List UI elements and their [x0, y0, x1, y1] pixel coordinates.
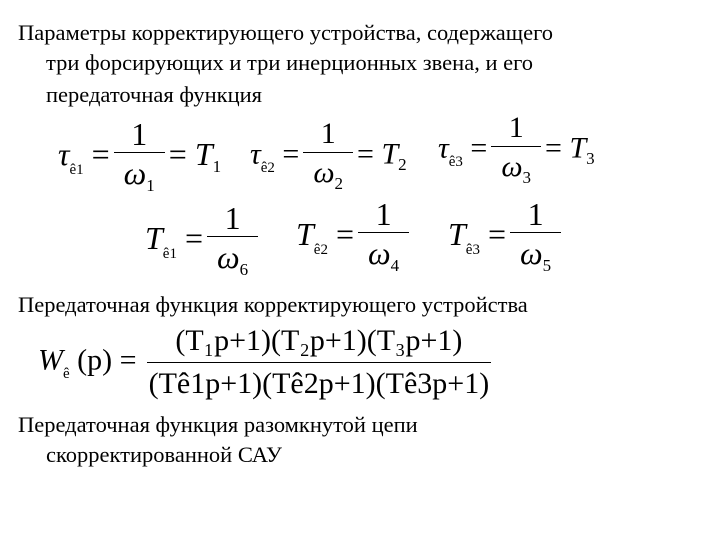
W-argument: (p) — [77, 343, 113, 377]
fraction: $\frac{1}{\omega_2}$ — [303, 116, 353, 197]
fraction-numerator: 1 — [131, 116, 148, 152]
formula-tau-1: $\tau_{ê1}$ = $\frac{1}{\omega_1}$ = $T_1$ — [58, 116, 221, 199]
formula-T-3: $T_{ê3}$ = $\frac{1}{\omega_5}$ — [448, 196, 565, 279]
fraction — [114, 116, 165, 199]
formula-transfer-function: $W_ê$ (p) = $\frac{\text{(T₁p+1)(T₂p+1)(T₃p+1)}}{(Tê1p+1)(Tê2p+1)(Tê3p+1)}$ — [38, 320, 495, 405]
fraction: $\frac{1}{\omega_5}$ — [510, 196, 561, 279]
tau-subscript: ê1 — [69, 161, 84, 178]
intro-line-1: Параметры корректирующего устройства, содержащего — [18, 20, 554, 45]
transfer-numerator: (T₁p+1)(T₂p+1)(T₃p+1) — [175, 324, 463, 357]
transfer-fraction — [147, 320, 492, 405]
fraction: $\frac{1}{\omega_4}$ — [358, 196, 409, 279]
tau-symbol: τ — [58, 135, 70, 172]
transfer-caption: Передаточная функция корректирующего устройства — [18, 292, 528, 317]
intro-line-2: три форсирующих и три инерционных звена, и его — [46, 50, 534, 75]
formula-T-2: $T_{ê2}$ = $\frac{1}{\omega_4}$ — [296, 196, 413, 279]
open-loop-line-2: скорректированной САУ — [46, 442, 282, 467]
formula-T-1: $T_{ê1}$ = $\frac{1}{\omega_6}$ — [145, 200, 262, 283]
fraction: $\frac{1}{\omega_6}$ — [207, 200, 258, 283]
transfer-denominator: (Tê1p+1)(Tê2p+1)(Tê3p+1) — [148, 367, 490, 400]
rhs-symbol: T — [194, 135, 213, 172]
formula-tau-3: $\tau_{ê3}$ = $\frac{1}{\omega_3}$ = $T_3$ — [438, 110, 595, 191]
W-symbol: W — [38, 343, 63, 377]
intro-line-3: передаточная функция — [46, 82, 263, 107]
formula-tau-2: $\tau_{ê2}$ = $\frac{1}{\omega_2}$ = $T_2$ — [250, 116, 407, 197]
rhs-subscript: 1 — [212, 156, 222, 176]
open-loop-line-1: Передаточная функция разомкнутой цепи — [18, 412, 418, 437]
fraction: $\frac{1}{\omega_3}$ — [491, 110, 541, 191]
fraction-denominator: $\omega_1$ — [123, 155, 155, 195]
